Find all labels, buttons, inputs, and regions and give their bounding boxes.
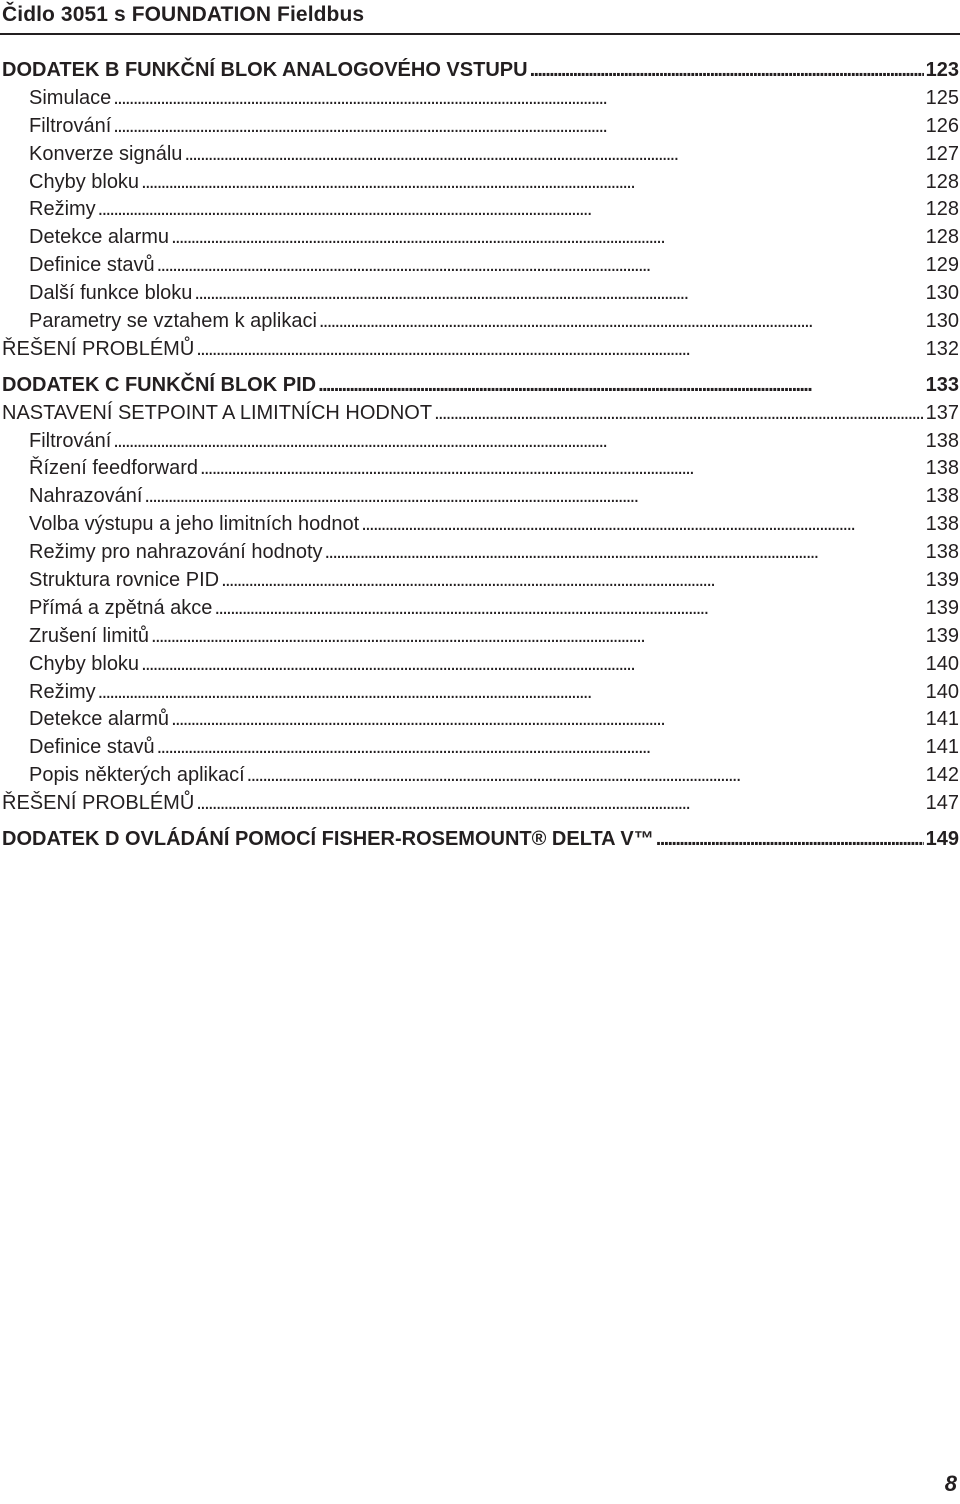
toc-entry-label: Přímá a zpětná akce [29, 596, 213, 619]
dot-leader [196, 790, 923, 818]
dot-leader [98, 196, 924, 224]
toc-entry-label: Definice stavů [29, 736, 155, 759]
toc-entry[interactable] [0, 511, 960, 539]
toc-entry-page: 130 [925, 310, 959, 333]
toc-entry-page: 123 [925, 59, 959, 81]
toc-entry-label: Simulace [29, 86, 112, 109]
dot-leader [319, 308, 924, 336]
toc-entry-page: 141 [925, 736, 959, 759]
toc-entry-page: 137 [925, 401, 959, 424]
toc-entry-label: NASTAVENÍ SETPOINT A LIMITNÍCH HODNOT [2, 401, 433, 424]
toc-entry[interactable] [0, 790, 960, 818]
dot-leader [151, 623, 924, 651]
toc-entry[interactable] [0, 483, 960, 511]
toc-entry-label: Zrušení limitů [29, 624, 150, 647]
toc-entry-page: 138 [925, 541, 959, 564]
toc-entry-page: 125 [925, 86, 959, 109]
dot-leader [196, 336, 923, 364]
toc-entry-page: 139 [925, 624, 959, 647]
toc-entry[interactable] [0, 539, 960, 567]
toc-entry[interactable] [0, 623, 960, 651]
table-of-contents [0, 57, 960, 854]
toc-entry[interactable] [0, 455, 960, 483]
dot-leader [361, 511, 923, 539]
toc-entry[interactable] [0, 336, 960, 364]
toc-entry-page: 139 [925, 569, 959, 592]
toc-entry[interactable] [0, 141, 960, 169]
toc-entry[interactable] [0, 280, 960, 308]
toc-entry[interactable] [0, 567, 960, 595]
toc-entry[interactable] [0, 308, 960, 336]
toc-entry-page: 129 [925, 254, 959, 277]
toc-entry-page: 147 [925, 792, 959, 815]
toc-entry[interactable] [0, 734, 960, 762]
dot-leader [221, 567, 924, 595]
dot-leader [141, 169, 924, 197]
dot-leader [98, 679, 924, 707]
toc-entry[interactable] [0, 224, 960, 252]
dot-leader [200, 455, 924, 483]
toc-entry-label: Parametry se vztahem k aplikaci [29, 310, 317, 333]
dot-leader [247, 762, 924, 790]
toc-entry-label: Definice stavů [29, 254, 155, 277]
toc-entry-label: Volba výstupu a jeho limitních hodnot [29, 513, 360, 536]
toc-entry-label: Struktura rovnice PID [29, 569, 220, 592]
toc-entry-label: Filtrování [29, 114, 112, 137]
toc-section-entry[interactable] [0, 57, 960, 85]
dot-leader [325, 539, 924, 567]
toc-entry-label: Nahrazování [29, 485, 143, 508]
toc-entry-page: 133 [925, 373, 959, 396]
toc-entry[interactable] [0, 196, 960, 224]
toc-entry-page: 138 [925, 429, 959, 452]
toc-entry-label: Popis některých aplikací [29, 764, 245, 787]
toc-entry[interactable] [0, 428, 960, 456]
toc-entry[interactable] [0, 651, 960, 679]
dot-leader [656, 826, 924, 854]
toc-entry-label: Konverze signálu [29, 142, 183, 165]
dot-leader [113, 113, 923, 141]
document-title: Čidlo 3051 s FOUNDATION Fieldbus [2, 3, 365, 26]
toc-entry[interactable] [0, 113, 960, 141]
toc-entry-label: Režimy pro nahrazování hodnoty [29, 541, 323, 564]
toc-entry-page: 139 [925, 596, 959, 619]
toc-entry[interactable] [0, 85, 960, 113]
toc-entry-label: Chyby bloku [29, 652, 140, 675]
dot-leader [113, 428, 923, 456]
toc-entry-page: 132 [925, 337, 959, 360]
toc-entry-label: Chyby bloku [29, 170, 140, 193]
toc-entry-label: ŘEŠENÍ PROBLÉMŮ [2, 337, 195, 360]
dot-leader [434, 400, 924, 428]
dot-leader [157, 734, 924, 762]
dot-leader [113, 85, 923, 113]
toc-entry-label: Detekce alarmu [29, 226, 170, 249]
toc-entry[interactable] [0, 679, 960, 707]
toc-entry-page: 138 [925, 513, 959, 536]
toc-entry-page: 127 [925, 142, 959, 165]
toc-entry-label: DODATEK B FUNKČNÍ BLOK ANALOGOVÉHO VSTUPU [2, 59, 528, 81]
dot-leader [530, 57, 924, 85]
dot-leader [171, 224, 924, 252]
toc-entry-label: ŘEŠENÍ PROBLÉMŮ [2, 792, 195, 815]
dot-leader [157, 252, 924, 280]
toc-entry-page: 128 [925, 226, 959, 249]
page-number: 8 [944, 1471, 957, 1496]
toc-entry-label: Filtrování [29, 429, 112, 452]
toc-entry-page: 140 [925, 680, 959, 703]
dot-leader [184, 141, 923, 169]
toc-entry[interactable] [0, 706, 960, 734]
toc-entry-label: Režimy [29, 198, 96, 221]
toc-entry-label: DODATEK C FUNKČNÍ BLOK PID [2, 373, 317, 396]
toc-entry-page: 138 [925, 485, 959, 508]
toc-entry-page: 141 [925, 708, 959, 731]
toc-section-entry[interactable] [0, 372, 960, 400]
toc-entry-page: 142 [925, 764, 959, 787]
toc-entry-label: Řízení feedforward [29, 457, 198, 480]
toc-entry-label: Detekce alarmů [29, 708, 170, 731]
toc-entry-label: DODATEK D OVLÁDÁNÍ POMOCÍ FISHER-ROSEMOUNT® DELTA V™ [2, 828, 654, 851]
toc-entry-page: 130 [925, 282, 959, 305]
toc-entry-page: 149 [925, 828, 959, 851]
toc-entry-label: Další funkce bloku [29, 282, 193, 305]
dot-leader [141, 651, 924, 679]
toc-entry[interactable] [0, 595, 960, 623]
toc-entry[interactable] [0, 400, 960, 428]
toc-entry-page: 128 [925, 170, 959, 193]
toc-section-entry[interactable] [0, 826, 960, 854]
toc-entry-page: 128 [925, 198, 959, 221]
dot-leader [318, 372, 924, 400]
dot-leader [194, 280, 923, 308]
header-divider [0, 33, 960, 35]
toc-entry[interactable] [0, 169, 960, 197]
dot-leader [214, 595, 923, 623]
toc-entry[interactable] [0, 252, 960, 280]
dot-leader [171, 706, 924, 734]
dot-leader [144, 483, 923, 511]
page-header [0, 0, 960, 37]
toc-entry-page: 140 [925, 652, 959, 675]
toc-entry-page: 126 [925, 114, 959, 137]
toc-entry-label: Režimy [29, 680, 96, 703]
toc-entry-page: 138 [925, 457, 959, 480]
toc-entry[interactable] [0, 762, 960, 790]
